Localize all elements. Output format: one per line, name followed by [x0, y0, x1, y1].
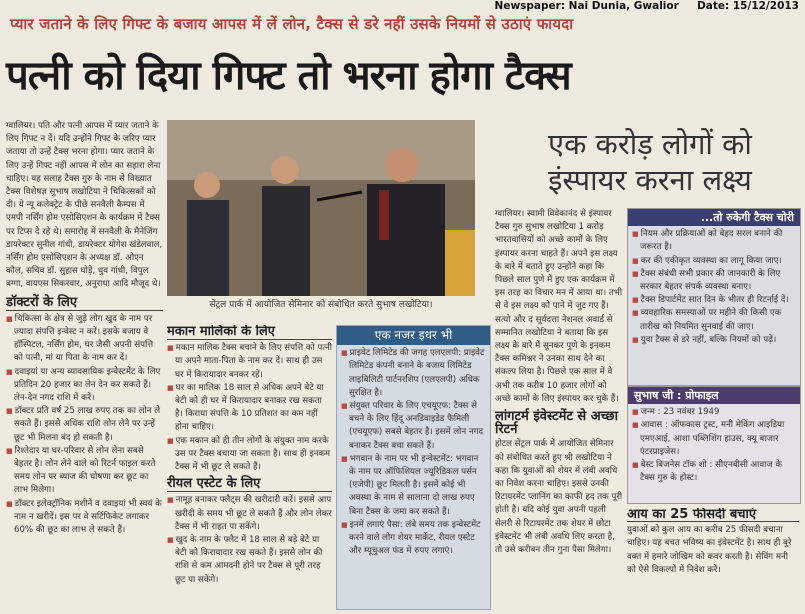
longterm-heading: लांगटर्म इंवेस्टमेंट से अच्छा रिटर्न	[495, 409, 618, 438]
intro-paragraph: ग्वालियर। पति और पत्नी आपस में प्यार जताने के लिए गिफ्ट न दें। यदि उन्होंने गिफ्ट के जरिए प्यार जताया तो उन्हें टैक्स भरना होगा। प्यार जताने के लिए उन्हें गिफ्ट नहीं आपस में लोन का सहारा लेना चाहिए। यह सलाह टैक्स गुरु के नाम से विख्यात टैक्स विशेषज्ञ सुभाष लखोटिया ने चिकित्सकों को दी। ये न्यू कलेक्ट्रेट के पीछे सनवैली कैम्पस में एमपी नर्सिंग होम एसोसिएशन के कार्यक्रम में टैक्स पर टिप्स दे रहे थे। समारोह में सनवैली के मैनेजिंग डायरेक्टर सुनील गांधी, डायरेक्टर योगेश खंडेलवाल, नर्सिंग होम एसोसिएशन के अध्यक्ष डॉ. ओएन कौल, सचिव डॉ. सुहास घोड़े, धुव गांधी, विपुल बग्गा, वायएस सिकरवार, अनुराधा आदि मौजूद थे।	[6, 121, 163, 290]
longterm-paragraph: होटल सेंट्रल पार्क में आयोजित सेमिनार को संबोधित करते हुए श्री लखोटिया ने कहा कि युवाओं को शेयर में लंबी अवधि का निवेश करना चाहिए। इससे उनकी रिटायरमेंट प्लानिंग का काफी हद तक पूरी होती है। यदि कोई युवा अपनी पहली सेलरी से रिटायरमेंट तक शेयर में छोटा इंवेस्टमेंट भी लंबी अवधि लिए करता है, तो उसे करीबन तीन गुना पैसा मिलेगा।	[495, 439, 623, 556]
landlords-heading: मकान मालिकों के लिए	[167, 325, 332, 340]
landlord-tip: ■ घर का मालिक 18 साल से अधिक अपने बेटे या बेटी को ही घर में किरायादार बनाकर रख सकता है। किराया संपत्ति के 10 प्रतिशत का कम नहीं होना चाहिए।	[167, 382, 332, 435]
glance-item: ■ इनमें लगाएं पैसा: लंबे समय तक इन्वेस्टमेंट करने वाले लोग शेयर मार्केट, रीयल एस्टेट और म्यूचुअल फंड में रुपए लगाएं।	[341, 519, 486, 559]
doctor-tip: ■ डॉक्टर प्रति वर्ष 25 लाख रुपए तक का लोन ले सकते हैं। इससे अधिक राशि लोन लेने पर उन्हें छूट भी मिलना बंद हो सकती है।	[6, 405, 163, 445]
real-estate-heading: रीयल एस्टेट के लिए	[167, 477, 332, 492]
tax-evasion-heading: ...तो रुकेगी टैक्स चोरी	[628, 209, 800, 226]
profile-box	[627, 386, 801, 504]
column-3	[495, 208, 623, 608]
sub-headline	[505, 126, 795, 198]
tax-evasion-item: ■ टैक्स डिपार्टमेंट सात दिन के भीतर ही रिटर्नाई दें।	[632, 294, 796, 307]
inspire-paragraph: ग्वालियर। स्वामी विवेकानंद से इंस्पायर टैक्स गुरु सुभाष लखोटिया 1 करोड़ भारतवासियों को अच्छे कामों के लिए इंस्पायर करना चाहते हैं। अपने इस लक्ष्य के बारे में बताते हुए उन्होंने कहा कि पिछले साल पुणे में हुए एक कार्यक्रम में इस तरह का विचार मन में आया था। तभी से वे इस लक्ष्य को पाने में जुट गए हैं। सत्यो और द सूर्यदत्ता नेशनल अवार्ड से सम्मानित लखोटिया ने बताया कि इस लक्ष्य के बारे में सुनकर पुणे के इनकम टैक्स कमिश्नर ने उनका साथ देने का संकल्प लिया है। पिछले एक साल में वे अभी तक करीब 10 हजार लोगों को अच्छे कामों के लिए इंस्पायर कर चुके हैं।	[495, 209, 623, 404]
profile-heading: सुभाष जी : प्रोफाइल	[628, 387, 800, 404]
column-1	[6, 120, 163, 608]
tax-evasion-item: ■ नियम और प्रक्रियाओं को बेहद सरल बनाने की जरूरत है।	[632, 228, 796, 254]
real-estate-tip: ■ नामूह बनाकर फ्लैट्स की खरीदारी करें। इससे आप खरीदी के समय भी छूट ले सकते हैं और लोन लेकर टैक्स में भी राहत पा सकेंगे।	[167, 494, 332, 534]
column-2	[167, 325, 332, 608]
glance-item: ■ संयुक्त परिवार के लिए एचयूएफ: टैक्स से बचने के लिए हिंदू अनडिवाइडेड फैमिली (एचयूएफ) सबसे बेहतर है। इसमें लोन नगद बनाकर टैक्स बचा सकते हैं।	[341, 400, 486, 453]
tax-evasion-box	[627, 208, 801, 386]
sub-headline-line-2: इंस्पायर करना लक्ष्य	[548, 163, 752, 197]
doctors-heading: डॉक्टरों के लिए	[6, 296, 163, 311]
savings-heading: आय का 25 फीसदी बचाएं	[627, 508, 799, 522]
profile-item: ■ आवास : ऑफकास ट्रस्ट, मनी मेकिंग आइडिया एमएआई, आशा पब्लिशिंग हाउस, क्यू बाजार एंटरप्राइजेस।	[632, 419, 796, 459]
at-a-glance-heading: एक नजर इधर भी	[337, 326, 490, 345]
profile-item: ■ बेस्ट बिजनेस टॉक शो : सीएनबीसी आवाज के टैक्स गुरु के होस्ट।	[632, 459, 796, 485]
main-headline: पत्नी को दिया गिफ्ट तो भरना होगा टैक्स	[6, 53, 571, 99]
tax-evasion-item: ■ टैक्स संबंधी सभी प्रकार की जानकारी के लिए सरकार बेहतर संपर्क व्यवस्था बनाए।	[632, 268, 796, 294]
doctor-tip: ■ रिश्तेदार या घर-परिवार से लोन लेना सबसे बेहतर है। लोन लेने वाले को रिटर्न फाइल करते समय लोन पर ब्याज की घोषणा कर छूट का लाभ मिलेगा।	[6, 445, 163, 498]
newspaper-name: Newspaper: Nai Dunia, Gwalior	[494, 0, 679, 12]
doctor-tip: ■ दवाइयां या अन्य व्यावसायिक इन्वेस्टमेंट के लिए प्रतिदिन 20 हजार का लेन देन कर सकते हैं। लेन-देन नगद राशि में करें।	[6, 366, 163, 406]
doctor-tip: ■ चिकित्सा के क्षेत्र से जुड़े लोग खुद के नाम पर ज्यादा संपत्ति इन्वेस्ट न करें। इसके बजाय वे हॉस्पिटल, नर्सिंग होम, घर जैसी अपनी संपत्ति को पत्नी, मां या पिता के नाम कर दें।	[6, 313, 163, 366]
tax-evasion-item: ■ कर की एकीकृत व्यवस्था का लागू किया जाए।	[632, 255, 796, 268]
photo-caption: सेंट्रल पार्क में आयोजित सेमिनार को संबोधित करते सुभाष लखोटिया।	[209, 300, 433, 310]
real-estate-tip: ■ खुद के नाम के फ्लैट में 18 साल से बड़े बेटे या बेटी को किरायादार रख सकते हैं। इससे लोन की राशि से कम आमदनी होने पर टैक्स से पूरी तरह छूट पा सकेंगे।	[167, 534, 332, 587]
kicker-line: प्यार जताने के लिए गिफ्ट के बजाय आपस में लें लोन, टैक्स से डरे नहीं उसके नियमों से उठाएं फायदा	[10, 15, 574, 33]
savings-paragraph: युवाओं को कुल आय का करीब 25 फीसदी बचाना चाहिए। यह बचत भविष्य का इंवेस्टमेंट है। साथ ही बुरे वक्त में हमारे जोखिम को कवर करती है। सेविंग मनी को ऐसे विकल्पों में निवेश करें।	[627, 525, 792, 575]
tax-evasion-item: ■ व्यवहारिक समस्याओं पर महीने की किसी एक तारीख को नियमित सुनवाई की जाए।	[632, 307, 796, 333]
doctor-tip: ■ डॉक्टर इलेक्ट्रॉनिक मशीनें व दवाइयां भी स्वयं के नाम न खरीदें। इस पर वे सर्टिफिकेट लगाकर 60% की छूट का लाभ ले सकते हैं।	[6, 498, 163, 538]
publication-date: Date: 15/12/2013	[697, 0, 799, 12]
tax-evasion-item: ■ युवा टैक्स से डरे नहीं, बल्कि नियमों को पढ़ें।	[632, 334, 796, 347]
glance-item: ■ भगवान के नाम पर भी इन्वेस्टमेंट: भगवान के नाम पर ऑफिशियल ज्यूरिडिकल पर्सन (एजेपी) छूट मिलती है। इसमें कोई भी अवस्था के नाम से सालाना दो लाख रुपए बिना टैक्स के जमा कर सकते हैं।	[341, 453, 486, 519]
landlord-tip: ■ मकान मालिक टैक्स बचाने के लिए संपत्ति को पत्नी या अपने माता-पिता के नाम कर दें। साथ ही उस घर में किरायादार बनकर रहें।	[167, 342, 332, 382]
newspaper-meta	[495, 0, 799, 12]
landlord-tip: ■ एक मकान को ही तीन लोगों के संयुक्त नाम करके उस पर टैक्स बचाया जा सकता है। साथ ही इनकम टैक्स में भी छूट ले सकते हैं।	[167, 435, 332, 475]
at-a-glance-box	[336, 325, 491, 610]
sub-headline-line-1: एक करोड़ लोगों को	[548, 127, 752, 161]
savings-section	[627, 508, 799, 608]
profile-item: ■ जन्म : 23 नवंबर 1949	[632, 406, 796, 419]
seminar-photo-illustration	[167, 120, 475, 296]
seminar-photo	[167, 120, 475, 296]
glance-item: ■ प्राइवेट लिमिटेड की जगह एलएलपी: प्राइवेट लिमिटेड कंपनी बनाने के बजाय लिमिटेड लाइबिलिटी पार्टनरशिप (एलएलपी) अधिक सुरक्षित है।	[341, 347, 486, 400]
